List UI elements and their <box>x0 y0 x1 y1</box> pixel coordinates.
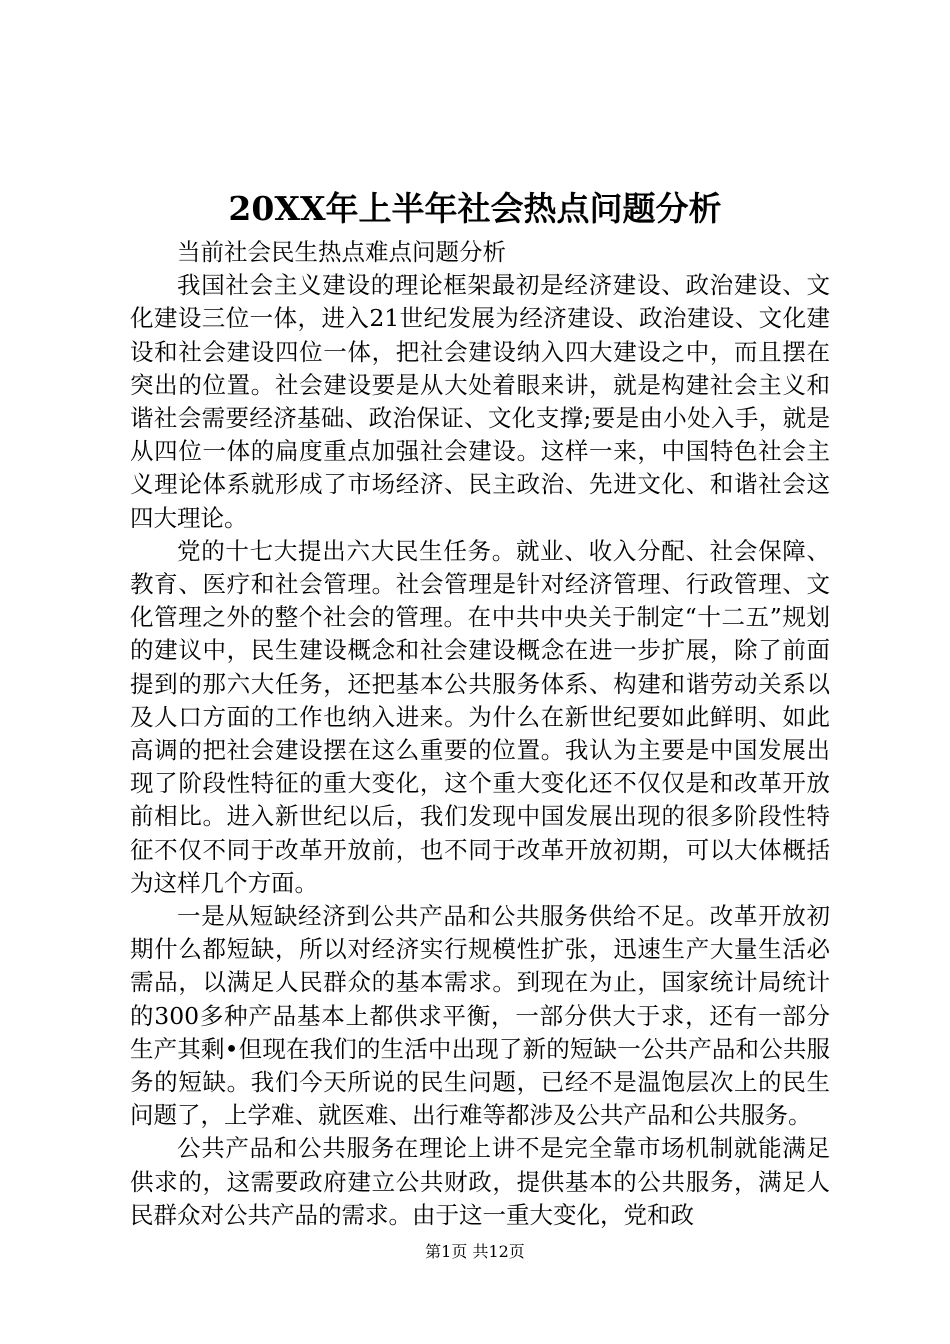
document-body <box>130 236 830 1232</box>
paragraph-1: 我国社会主义建设的理论框架最初是经济建设、政治建设、文化建设三位一体，进入21世纪发展为经济建设、政治建设、文化建设和社会建设四位一体，把社会建设纳入四大建设之中，而且摆在突出的位置。社会建设要是从大处着眼来讲，就是构建社会主义和谐社会需要经济基础、政治保证、文化支撑;要是由小处入手，就是从四位一体的扁度重点加强社会建设。这样一来，中国特色社会主义理论体系就形成了市场经济、民主政治、先进文化、和谐社会这四大理论。 <box>130 271 830 532</box>
page-footer: 第1页 共12页 <box>425 1242 525 1261</box>
paragraph-4: 公共产品和公共服务在理论上讲不是完全靠市场机制就能满足供求的，这需要政府建立公共财政，提供基本的公共服务，满足人民群众对公共产品的需求。由于这一重大变化，党和政 <box>130 1134 830 1229</box>
document-subtitle: 当前社会民生热点难点问题分析 <box>177 238 506 266</box>
document-title: 20XX年上半年社会热点问题分析 <box>228 189 722 228</box>
paragraph-2: 党的十七大提出六大民生任务。就业、收入分配、社会保障、教育、医疗和社会管理。社会管理是针对经济管理、行政管理、文化管理之外的整个社会的管理。在中共中央关于制定“十二五”规划的建议中，民生建设概念和社会建设概念在进一步扩展，除了前面提到的那六大任务，还把基本公共服务体系、构建和谐劳动关系以及人口方面的工作也纳入进来。为什么在新世纪要如此鲜明、如此高调的把社会建设摆在这么重要的位置。我认为主要是中国发展出现了阶段性特征的重大变化，这个重大变化还不仅仅是和改革开放前相比。进入新世纪以后，我们发现中国发展出现的很多阶段性特征不仅不同于改革开放前，也不同于改革开放初期，可以大体概括为这样几个方面。 <box>130 536 830 897</box>
paragraph-3: 一是从短缺经济到公共产品和公共服务供给不足。改革开放初期什么都短缺，所以对经济实行规模性扩张，迅速生产大量生活必需品，以满足人民群众的基本需求。到现在为止，国家统计局统计的300多种产品基本上都供求平衡，一部分供大于求，还有一部分生产其剩•但现在我们的生活中出现了新的短缺一公共产品和公共服务的短缺。我们今天所说的民生问题，已经不是温饱层次上的民生问题了，上学难、就医难、出行难等都涉及公共产品和公共服务。 <box>130 902 830 1130</box>
